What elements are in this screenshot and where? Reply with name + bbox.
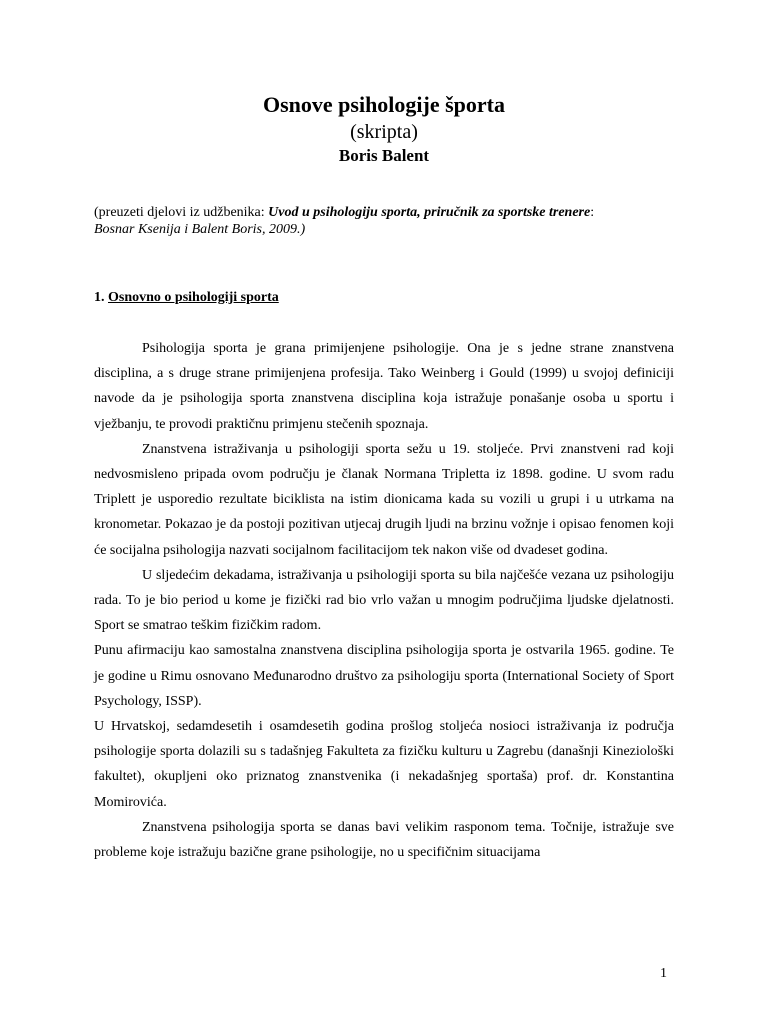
- source-authors: Bosnar Ksenija i Balent Boris, 2009.): [94, 222, 306, 237]
- source-book-title: Uvod u psihologiju sporta, priručnik za sportske trenere: [268, 205, 591, 220]
- document-author: Boris Balent: [338, 146, 430, 165]
- section-title: Osnovno o psihologiji sporta: [108, 290, 279, 305]
- section-number: 1.: [94, 290, 105, 305]
- source-separator: :: [590, 205, 595, 220]
- body-text: [94, 336, 674, 865]
- section-heading: [94, 289, 279, 307]
- paragraph: Znanstvena psihologija sporta se danas bavi velikim rasponom tema. Točnije, istražuje sve probleme koje istražuju bazične grane psihologije, no u specifičnim situacijama: [94, 819, 674, 861]
- document-title: Osnove psihologije športa: [262, 92, 506, 117]
- page-number: 1: [660, 966, 667, 981]
- source-prefix: (preuzeti djelovi iz udžbenika:: [94, 205, 269, 220]
- source-note: [94, 204, 714, 238]
- paragraph: Punu afirmaciju kao samostalna znanstvena disciplina psihologija sporta je ostvarila 1965. godine. Te je godine u Rimu osnovano Međunarodno društvo za psihologiju sporta (International Society of Sport Psychology, ISSP).: [94, 643, 674, 709]
- paragraph: Psihologija sporta je grana primijenjene psihologije. Ona je s jedne strane znanstvena disciplina, a s druge strane primijenjena profesija. Tako Weinberg i Gould (1999) u svojoj definiciji navode da je psihologija sporta znanstvena disciplina koja istražuje ponašanje osoba u sportu i vježbanju, te provodi praktičnu primjenu stečenih spoznaja.: [94, 341, 674, 432]
- paragraph: U sljedećim dekadama, istraživanja u psihologiji sporta su bila najčešće vezana uz psihologiju rada. To je bio period u kome je fizički rad bio vrlo važan u mnogim područjima ljudske djelatnosti. Sport se smatrao teškim fizičkim radom.: [94, 567, 674, 634]
- paragraph: Znanstvena istraživanja u psihologiji sporta sežu u 19. stoljeće. Prvi znanstveni rad koji nedvosmisleno pripada ovom području je članak Normana Tripletta iz 1898. godine. U svom radu Triplett je usporedio rezultate biciklista na istim dionicama kada su vozili u grupi i u utrkama na kronometar. Pokazao je da postoji pozitivan utjecaj drugih ljudi na brzinu vožnje i opisao fenomen koji će socijalna psihologija nazvati socijalnom facilitacijom tek nakon više od dvadeset godina.: [94, 441, 674, 558]
- document-subtitle: (skripta): [350, 121, 418, 143]
- paragraph: U Hrvatskoj, sedamdesetih i osamdesetih godina prošlog stoljeća nosioci istraživanja iz područja psihologije sporta dolazili su s tadašnjeg Fakulteta za fizičku kulturu u Zagrebu (današnji Kineziološki fakultet), okupljeni oko priznatog znanstvenika (i nekadašnjeg sportaša) prof. dr. Konstantina Momirovića.: [94, 719, 674, 810]
